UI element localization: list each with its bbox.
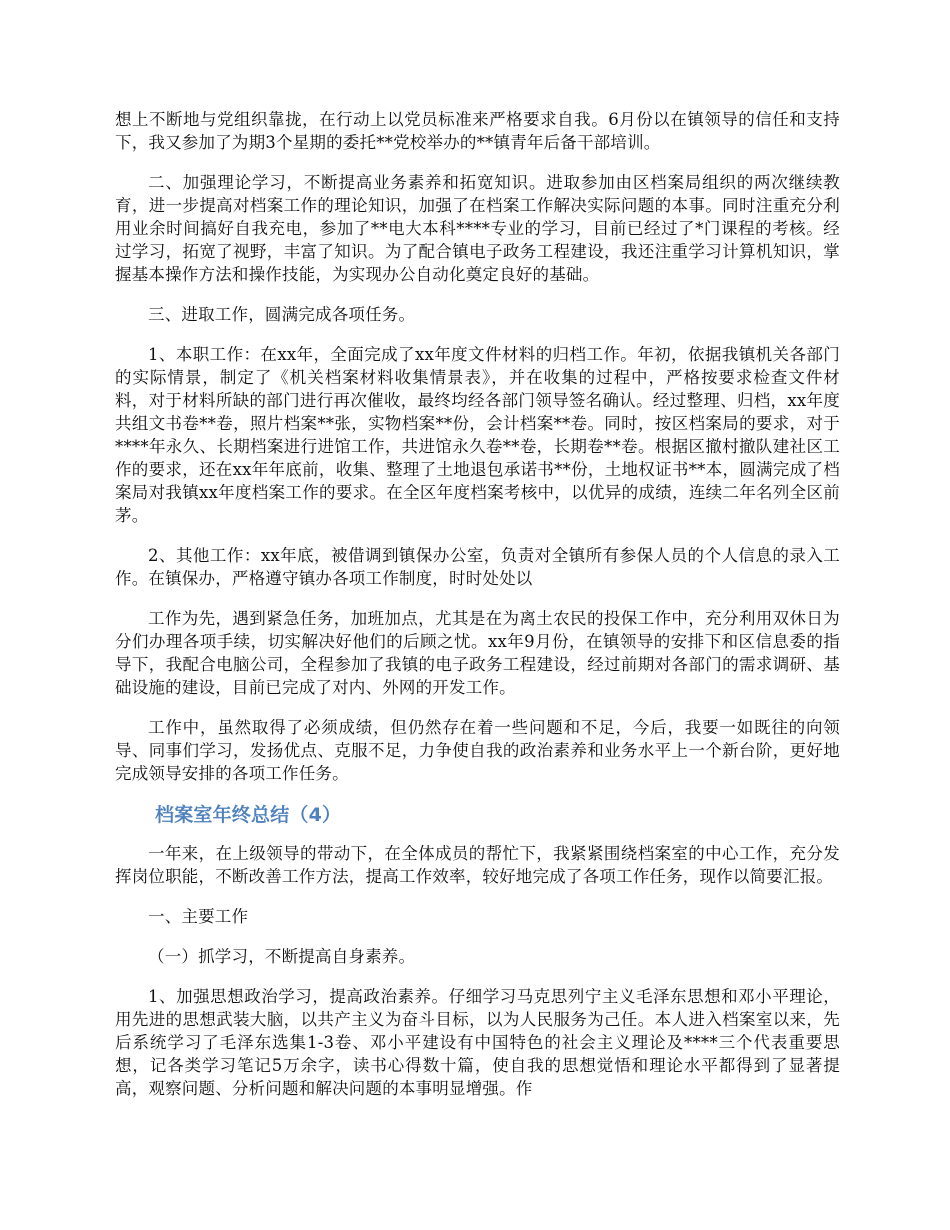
- paragraph-10: （一）抓学习，不断提高自身素养。: [148, 947, 416, 966]
- paragraph-6: 工作为先，遇到紧急任务，加班加点，尤其是在为离土农民的投保工作中，充分利用双休日为分们办理各项手续，切实解决好他们的后顾之忧。xx年9月份，在镇领导的安排下和区信息委的指导下，我配合电脑公司，全程参加了我镇的电子政务工程建设，经过前期对各部门的需求调研、基础设施的建设，目前已完成了对内、外网的开发工作。: [115, 609, 840, 697]
- section-heading: 档案室年终总结（4）: [155, 804, 342, 826]
- paragraph-5: 2、其他工作：xx年底，被借调到镇保办公室，负责对全镇所有参保人员的个人信息的录入工作。在镇保办，严格遵守镇办各项工作制度，时时处处以: [115, 546, 840, 588]
- paragraph-9: 一、主要工作: [148, 907, 249, 926]
- paragraph-8: 一年来，在上级领导的带动下，在全体成员的帮忙下，我紧紧围绕档案室的中心工作，充分发挥岗位职能，不断改善工作方法，提高工作效率，较好地完成了各项工作任务，现作以简要汇报。: [115, 844, 840, 886]
- paragraph-7: 工作中，虽然取得了必须成绩，但仍然存在着一些问题和不足，今后，我要一如既往的向领导、同事们学习，发扬优点、克服不足，力争使自我的政治素养和业务水平上一个新台阶，更好地完成领导安排的各项工作任务。: [115, 718, 840, 783]
- paragraph-2: 二、加强理论学习，不断提高业务素养和拓宽知识。进取参加由区档案局组织的两次继续教育，进一步提高对档案工作的理论知识，加强了在档案工作解决实际问题的本事。同时注重充分利用业余时间搞好自我充电，参加了**电大本科****专业的学习，目前已经过了*门课程的考核。经过学习，拓宽了视野，丰富了知识。为了配合镇电子政务工程建设，我还注重学习计算机知识，掌握基本操作方法和操作技能，为实现办公自动化奠定良好的基础。: [115, 173, 840, 284]
- document-page: [115, 108, 840, 1117]
- paragraph-4: 1、本职工作：在xx年，全面完成了xx年度文件材料的归档工作。年初，依据我镇机关各部门的实际情景，制定了《机关档案材料收集情景表》，并在收集的过程中，严格按要求检查文件材料，对于材料所缺的部门进行再次催收，最终均经各部门领导签名确认。经过整理、归档，xx年度共组文书卷**卷，照片档案**张，实物档案**份，会计档案**卷。同时，按区档案局的要求，对于****年永久、长期档案进行进馆工作，共进馆永久卷**卷，长期卷**卷。根据区撤村撤队建社区工作的要求，还在xx年年底前，收集、整理了土地退包承诺书**份，土地权证书**本，圆满完成了档案局对我镇xx年度档案工作的要求。在全区年度档案考核中，以优异的成绩，连续二年名列全区前茅。: [115, 345, 840, 525]
- paragraph-1: 想上不断地与党组织靠拢，在行动上以党员标准来严格要求自我。6月份以在镇领导的信任和支持下，我又参加了为期3个星期的委托**党校举办的**镇青年后备干部培训。: [115, 110, 840, 152]
- paragraph-3: 三、进取工作，圆满完成各项任务。: [148, 305, 416, 324]
- paragraph-11: 1、加强思想政治学习，提高政治素养。仔细学习马克思列宁主义毛泽东思想和邓小平理论，用先进的思想武装大脑，以共产主义为奋斗目标，以为人民服务为己任。本人进入档案室以来，先后系统学习了毛泽东选集1-3卷、邓小平建设有中国特色的社会主义理论及****三个代表重要思想，记各类学习笔记5万余字，读书心得数十篇，使自我的思想觉悟和理论水平都得到了显著提高，观察问题、分析问题和解决问题的本事明显增强。作: [115, 987, 840, 1098]
